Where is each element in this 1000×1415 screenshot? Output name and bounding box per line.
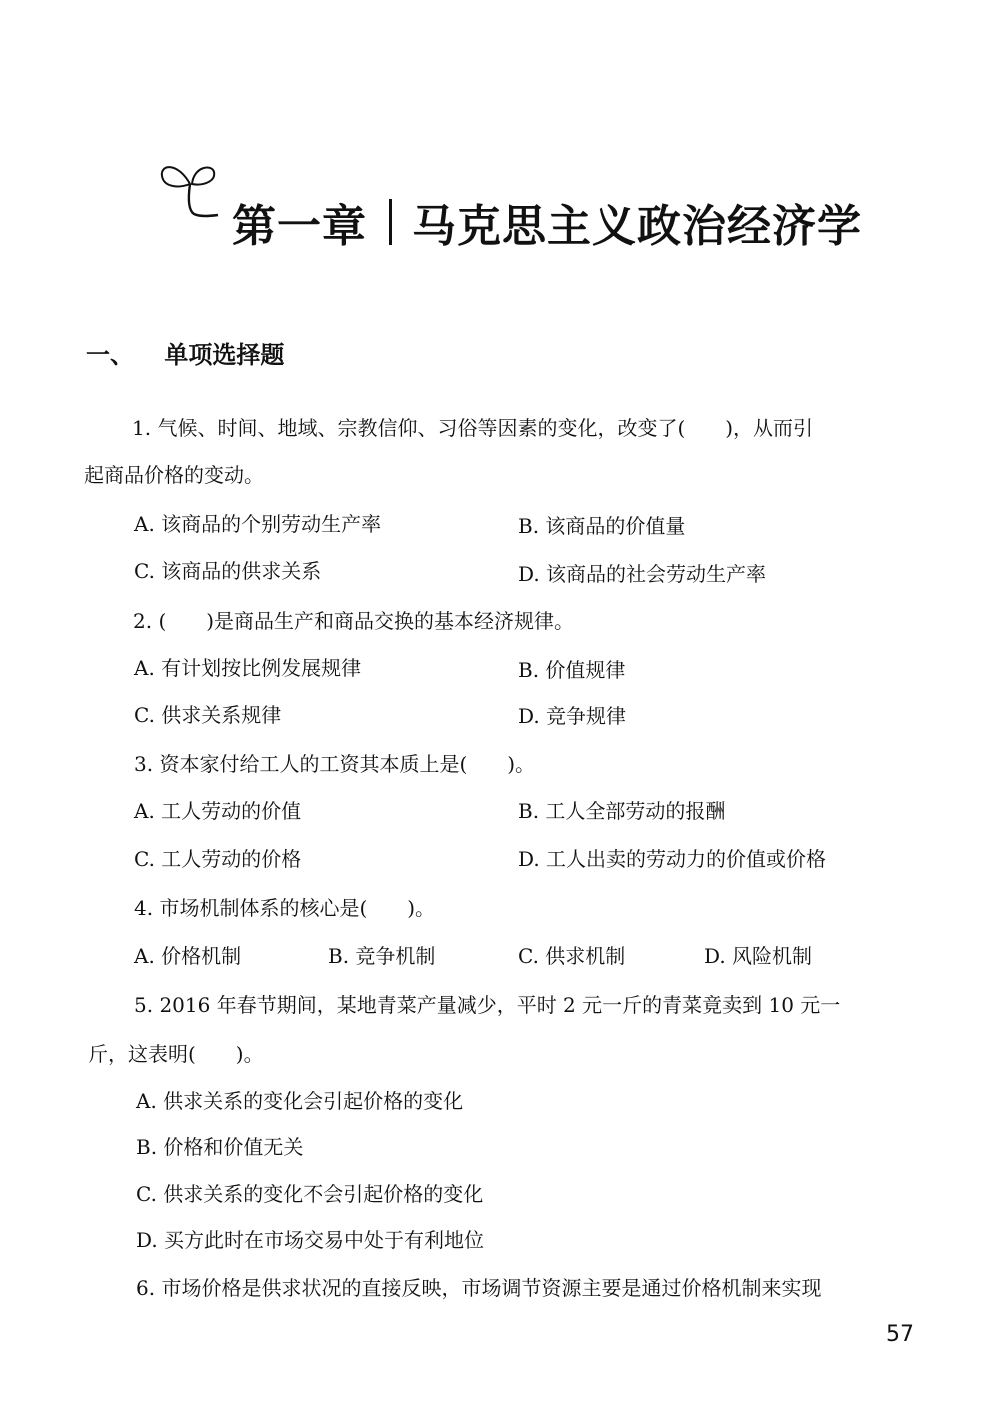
section-title: 单项选择题 [164,341,285,369]
question-4-option-b: B. 竞争机制 [328,944,436,968]
question-4-stem: 4. 市场机制体系的核心是( )。 [134,896,436,920]
question-1-option-c: C. 该商品的供求关系 [134,559,322,583]
chapter-label: 第一章 [232,201,367,252]
question-3-option-b: B. 工人全部劳动的报酬 [518,799,726,823]
question-1-stem: 1. 气候、时间、地域、宗教信仰、习俗等因素的变化，改变了( )，从而引 [132,416,814,440]
question-2-option-d: D. 竞争规律 [518,704,627,728]
question-5-stem-cont: 斤，这表明( )。 [88,1042,264,1066]
question-2-option-b: B. 价值规律 [518,658,626,682]
question-3-option-c: C. 工人劳动的价格 [134,847,302,871]
chapter-title [232,190,862,254]
question-1-option-a: A. 该商品的个别劳动生产率 [134,512,382,536]
sprout-icon [158,158,220,222]
question-3-option-d: D. 工人出卖的劳动力的价值或价格 [518,847,827,871]
section-number: 一、 [86,341,134,369]
question-6-stem: 6. 市场价格是供求状况的直接反映，市场调节资源主要是通过价格机制来实现 [136,1276,822,1300]
chapter-name: 马克思主义政治经济学 [412,201,862,252]
question-3-stem: 3. 资本家付给工人的工资其本质上是( )。 [134,752,536,776]
question-5-stem: 5. 2016 年春节期间，某地青菜产量减少，平时 2 元一斤的青菜竟卖到 10 元一 [134,993,841,1017]
section-heading [86,335,284,370]
question-5-option-d: D. 买方此时在市场交易中处于有利地位 [136,1228,485,1252]
question-1-option-b: B. 该商品的价值量 [518,514,686,538]
question-4-option-a: A. 价格机制 [134,944,242,968]
question-2-option-c: C. 供求关系规律 [134,703,282,727]
question-5-option-b: B. 价格和价值无关 [136,1135,304,1159]
question-4-option-c: C. 供求机制 [518,944,626,968]
page-number: 57 [886,1322,914,1347]
question-1-option-d: D. 该商品的社会劳动生产率 [518,562,767,586]
question-4-option-d: D. 风险机制 [704,944,813,968]
question-3-option-a: A. 工人劳动的价值 [134,799,302,823]
question-5-option-a: A. 供求关系的变化会引起价格的变化 [136,1089,464,1113]
question-1-stem-cont: 起商品价格的变动。 [84,463,264,487]
question-2-option-a: A. 有计划按比例发展规律 [134,656,362,680]
question-2-stem: 2. ( )是商品生产和商品交换的基本经济规律。 [133,609,575,633]
question-5-option-c: C. 供求关系的变化不会引起价格的变化 [136,1182,484,1206]
title-divider [389,199,392,245]
